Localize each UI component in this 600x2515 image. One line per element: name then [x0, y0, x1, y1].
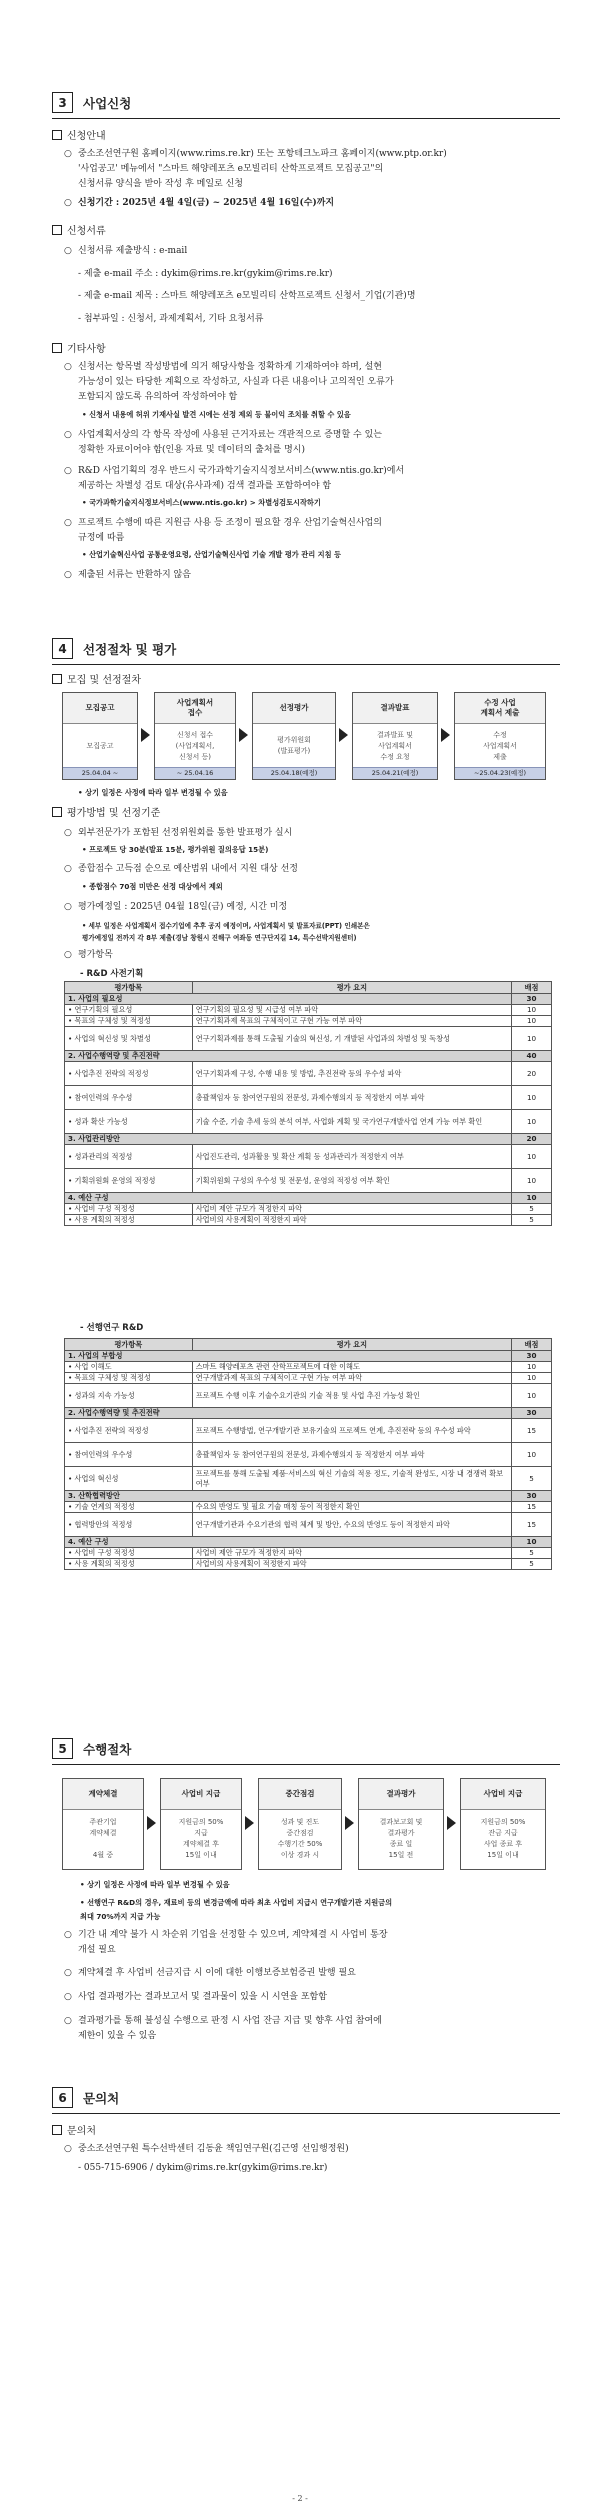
table-cell: • 성과관리의 적정성 [65, 1145, 193, 1169]
flow-step: 모집공고 모집공고 25.04.04 ~ [62, 692, 138, 780]
section-title: 선정절차 및 평가 [83, 641, 177, 657]
page-number: - 2 - [292, 2494, 308, 2503]
section-6-heading [52, 2087, 119, 2108]
table-cell: 10 [512, 1027, 552, 1051]
category-row: 3. 사업관리방안 [65, 1134, 512, 1145]
circle-bullet-icon: ○ [64, 1968, 72, 1978]
contact-phone-email: - 055-715-6906 / dykim@rims.re.kr(gykim@rims.re.kr) [78, 2163, 328, 2173]
paragraph: ○ 종합점수 고득점 순으로 예산범위 내에서 지원 대상 선정 [78, 862, 298, 877]
table-cell: • 사용 계획의 적정성 [65, 1215, 193, 1226]
table-cell: 5 [512, 1467, 552, 1491]
evaluation-date: ○ 평가예정일 : 2025년 04월 18일(금) 예정, 시간 미정 [78, 900, 287, 915]
circle-bullet-icon: ○ [64, 828, 72, 838]
note: • 프로젝트 당 30분(발표 15분, 평가위원 질의응답 15분) [82, 845, 269, 854]
circle-bullet-icon: ○ [64, 466, 72, 476]
section-4-heading [52, 638, 176, 659]
section-number: 4 [52, 638, 73, 659]
table-cell: 총괄책임자 등 참여연구원의 전문성, 과제수행의지 등 적정한지 여부 파악 [192, 1443, 511, 1467]
table-header: 배점 [512, 1339, 552, 1351]
note: • 상기 일정은 사정에 따라 일부 변경될 수 있음 [78, 788, 228, 797]
paragraph: ○ 외부전문가가 포함된 선정위원회를 통한 발표평가 실시 [78, 826, 292, 841]
table-cell: 연구기획과제 목표의 구체적이고 구현 가능 여부 파악 [192, 1016, 511, 1027]
section-divider [52, 118, 560, 119]
table-cell: 연구개발기관과 수요기관의 협력 체계 및 방안, 수요의 반영도 등이 적정한지 파악 [192, 1513, 511, 1537]
arrow-right-icon [339, 728, 348, 742]
category-score: 20 [512, 1134, 552, 1145]
paragraph: ○ 결과평가를 통해 불성실 수행으로 판정 시 사업 잔금 지급 및 향후 사업 참여에 제한이 있을 수 있음 [64, 2016, 382, 2041]
flow-step: 계약체결 주관기업 계약체결 4월 중 [62, 1778, 144, 1870]
flow-step: 결과평가 결과보고회 및 결과평가 종료 일 15일 전 [358, 1778, 444, 1870]
subsection-title: 기타사항 [52, 340, 106, 355]
table-cell: • 사업의 혁신성 [65, 1467, 193, 1491]
subsection-title: 평가방법 및 선정기준 [52, 804, 160, 819]
table-cell: • 사업의 혁신성 및 차별성 [65, 1027, 193, 1051]
note: 평가예정일 전까지 각 8부 제출(경남 창원시 진해구 여좌동 연구단지길 14, 특수선박지원센터) [82, 934, 357, 942]
note: • 상기 일정은 사정에 따라 일부 변경될 수 있음 [80, 1880, 230, 1889]
table-header: 배점 [512, 982, 552, 994]
table-cell: 15 [512, 1419, 552, 1443]
circle-bullet-icon: ○ [64, 198, 72, 208]
table-cell: 5 [512, 1204, 552, 1215]
contact-info: ○ 중소조선연구원 특수선박센터 김동윤 책임연구원(김근영 선임행정원) [78, 2142, 349, 2157]
checkbox-square-icon [52, 225, 62, 235]
paragraph: ○ R&D 사업기획의 경우 반드시 국가과학기술지식정보서비스(www.ntis.go.kr)에서 제공하는 차별성 검토 대상(유사과제) 검색 결과를 포함하여야 함 [64, 466, 405, 491]
circle-bullet-icon: ○ [64, 902, 72, 912]
circle-bullet-icon: ○ [64, 570, 72, 580]
section-number: 3 [52, 92, 73, 113]
paragraph: ○ 신청서류 제출방식 : e-mail [78, 244, 187, 259]
table-header: 평가항목 [65, 982, 193, 994]
evaluation-table-rd [64, 981, 552, 1226]
section-title: 수행절차 [83, 1741, 132, 1757]
email-subject: - 제출 e-mail 제목 : 스마트 해양레포츠 e모빌리티 산학프로젝트 신청서_기업(기관)명 [78, 291, 416, 301]
subsection-title: 신청서류 [52, 222, 106, 237]
table-cell: • 사업추진 전략의 적정성 [65, 1062, 193, 1086]
section-title: 문의처 [83, 2090, 120, 2106]
arrow-right-icon [147, 1816, 156, 1830]
section-divider [52, 2113, 560, 2114]
category-row: 1. 사업의 부합성 [65, 1351, 512, 1362]
table-cell: 사업비의 사용계획이 적정한지 파악 [192, 1559, 511, 1570]
table-cell: 10 [512, 1384, 552, 1408]
table-cell: 10 [512, 1016, 552, 1027]
circle-bullet-icon: ○ [64, 430, 72, 440]
table-cell: 프로젝트 수행 이후 기술수요기관의 기술 적용 및 사업 추진 가능성 확인 [192, 1384, 511, 1408]
table-label: - R&D 사전기획 [80, 969, 144, 979]
table-cell: 10 [512, 1443, 552, 1467]
paragraph: ○ 사업 결과평가는 결과보고서 및 결과물이 있을 시 시연을 포함함 [78, 1990, 327, 2005]
flow-step: 결과발표 결과발표 및 사업계획서 수정 요청 25.04.21(예정) [352, 692, 438, 780]
category-row: 4. 예산 구성 [65, 1537, 512, 1548]
circle-bullet-icon: ○ [64, 2016, 72, 2026]
table-cell: 10 [512, 1373, 552, 1384]
note: • 선행연구 R&D의 경우, 재료비 등의 변경금액에 따라 최초 사업비 지급시 연구개발기관 지원금의 [80, 1898, 393, 1907]
checkbox-square-icon [52, 2125, 62, 2135]
paragraph: ○ 사업계획서상의 각 항목 작성에 사용된 근거자료는 객관적으로 증명할 수 있는 정확한 자료이어야 함(인용 자료 및 데이터의 출처를 명시) [64, 430, 382, 455]
table-cell: 5 [512, 1559, 552, 1570]
paragraph: ○ 제출된 서류는 반환하지 않음 [78, 568, 191, 583]
category-score: 10 [512, 1537, 552, 1548]
arrow-right-icon [345, 1816, 354, 1830]
table-cell: 10 [512, 1145, 552, 1169]
table-cell: 10 [512, 1005, 552, 1016]
flow-step: 사업비 지급 지원금의 50% 잔금 지급 사업 종료 후 15일 이내 [460, 1778, 546, 1870]
table-cell: • 성과 확산 가능성 [65, 1110, 193, 1134]
paragraph: ○ 중소조선연구원 홈페이지(www.rims.re.kr) 또는 포항테크노파크 홈페이지(www.ptp.or.kr) '사업공고' 메뉴에서 "스마트 해양레포츠 e모빌리티 산학프로젝트 모집공고"의 신청서류 양식을 받아 작성 후 메일로 신청 [64, 149, 447, 189]
checkbox-square-icon [52, 130, 62, 140]
flow-step: 수정 사업 계획서 제출 수정 사업계획서 제출 ~25.04.23(예정) [454, 692, 546, 780]
checkbox-square-icon [52, 674, 62, 684]
table-cell: • 연구기획의 필요성 [65, 1005, 193, 1016]
table-cell: 10 [512, 1086, 552, 1110]
application-period: ○ 신청기간 : 2025년 4월 4일(금) ~ 2025년 4월 16일(수)까지 [78, 196, 334, 211]
checkbox-square-icon [52, 807, 62, 817]
section-divider [52, 1764, 560, 1765]
category-score: 30 [512, 1351, 552, 1362]
category-score: 30 [512, 1491, 552, 1502]
section-5-heading [52, 1738, 131, 1759]
paragraph: ○ 기간 내 계약 불가 시 차순위 기업을 선정할 수 있으며, 계약체결 시 사업비 통장 개설 필요 [64, 1930, 388, 1955]
table-cell: • 목표의 구체성 및 적정성 [65, 1373, 193, 1384]
circle-bullet-icon: ○ [64, 1930, 72, 1940]
table-cell: 수요의 반영도 및 필요 기술 매칭 등이 적정한지 확인 [192, 1502, 511, 1513]
table-cell: 사업비 제안 규모가 적정한지 파악 [192, 1548, 511, 1559]
section-divider [52, 664, 560, 665]
note: • 종합점수 70점 미만은 선정 대상에서 제외 [82, 882, 223, 891]
email-address: - 제출 e-mail 주소 : dykim@rims.re.kr(gykim@rims.re.kr) [78, 269, 333, 279]
note: • 신청서 내용에 허위 기재사실 발견 시에는 선정 제외 등 불이익 조치를 취할 수 있음 [82, 410, 351, 419]
paragraph: ○ 계약체결 후 사업비 선금지급 시 이에 대한 이행보증보험증권 발행 필요 [78, 1966, 356, 1981]
table-cell: 총괄책임자 등 참여연구원의 전문성, 과제수행의지 등 적정한지 여부 파악 [192, 1086, 511, 1110]
table-header: 평가항목 [65, 1339, 193, 1351]
arrow-right-icon [239, 728, 248, 742]
table-cell: • 목표의 구체성 및 적정성 [65, 1016, 193, 1027]
circle-bullet-icon: ○ [64, 518, 72, 528]
section-title: 사업신청 [83, 95, 132, 111]
attachments: - 첨부파일 : 신청서, 과제계획서, 기타 요청서류 [78, 314, 264, 324]
category-row: 3. 산학협력방안 [65, 1491, 512, 1502]
table-cell: • 사용 계획의 적정성 [65, 1559, 193, 1570]
table-cell: 20 [512, 1062, 552, 1086]
flow-step: 중간점검 성과 및 진도 중간점검 수행기간 50% 이상 경과 시 [258, 1778, 342, 1870]
subsection-title: 문의처 [52, 2122, 96, 2137]
table-cell: • 참여인력의 우수성 [65, 1086, 193, 1110]
section-3-heading [52, 92, 131, 113]
subsection-title: 모집 및 선정절차 [52, 671, 141, 686]
table-cell: 스마트 해양레포츠 관련 산학프로젝트에 대한 이해도 [192, 1362, 511, 1373]
arrow-right-icon [441, 728, 450, 742]
table-cell: • 성과의 지속 가능성 [65, 1384, 193, 1408]
table-cell: 사업진도관리, 성과활용 및 확산 계획 등 성과관리가 적정한지 여부 [192, 1145, 511, 1169]
paragraph: ○ 신청서는 항목별 작성방법에 의거 해당사항을 정확하게 기재하여야 하며, 설현 가능성이 있는 타당한 계획으로 작성하고, 사실과 다른 내용이나 고의적인 오류가 포함되지 않도록 유의하여 작성하여야 함 [64, 362, 394, 402]
table-cell: 15 [512, 1513, 552, 1537]
category-row: 2. 사업수행역량 및 추진전략 [65, 1408, 512, 1419]
table-cell: 기술 수준, 기술 추세 등의 분석 여부, 사업화 계획 및 국가연구개발사업 연계 가능 여부 확인 [192, 1110, 511, 1134]
table-label: - 선행연구 R&D [80, 1323, 144, 1333]
table-cell: 연구기획의 필요성 및 시급성 여부 파악 [192, 1005, 511, 1016]
table-cell: • 사업비 구성 적정성 [65, 1204, 193, 1215]
table-cell: • 기획위원회 운영의 적정성 [65, 1169, 193, 1193]
table-cell: • 참여인력의 우수성 [65, 1443, 193, 1467]
note: • 산업기술혁신사업 공통운영요령, 산업기술혁신사업 기술 개발 평가 관리 지침 등 [82, 550, 341, 559]
table-cell: 프로젝트를 통해 도출될 제품·서비스의 혁신 기술의 적용 정도, 기술적 완성도, 시장 내 경쟁력 확보 여부 [192, 1467, 511, 1491]
table-cell: 연구기획과제 구성, 수행 내용 및 방법, 추진전략 등의 우수성 파악 [192, 1062, 511, 1086]
category-score: 10 [512, 1193, 552, 1204]
evaluation-table-preceding [64, 1338, 552, 1570]
flow-step: 사업계획서 접수 신청서 접수 (사업계획서, 신청서 등) ~ 25.04.16 [154, 692, 236, 780]
table-cell: 연구개발과제 목표의 구체적이고 구현 가능 여부 파악 [192, 1373, 511, 1384]
table-header: 평가 요지 [192, 982, 511, 994]
note: • 세부 일정은 사업계획서 접수기업에 추후 공지 예정이며, 사업계획서 및 발표자료(PPT) 인쇄본은 [82, 922, 370, 930]
table-cell: 10 [512, 1362, 552, 1373]
note: • 국가과학기술지식정보서비스(www.ntis.go.kr) > 차별성검토시작하기 [82, 498, 321, 507]
table-cell: 10 [512, 1169, 552, 1193]
category-row: 4. 예산 구성 [65, 1193, 512, 1204]
flow-step: 사업비 지급 지원금의 50% 지급 계약체결 후 15일 이내 [160, 1778, 242, 1870]
category-row: 2. 사업수행역량 및 추진전략 [65, 1051, 512, 1062]
table-header: 평가 요지 [192, 1339, 511, 1351]
circle-bullet-icon: ○ [64, 246, 72, 256]
category-row: 1. 사업의 필요성 [65, 994, 512, 1005]
arrow-right-icon [141, 728, 150, 742]
category-score: 30 [512, 994, 552, 1005]
table-cell: 5 [512, 1215, 552, 1226]
table-cell: 10 [512, 1110, 552, 1134]
category-score: 30 [512, 1408, 552, 1419]
circle-bullet-icon: ○ [64, 864, 72, 874]
table-cell: • 협력방안의 적정성 [65, 1513, 193, 1537]
circle-bullet-icon: ○ [64, 362, 72, 372]
table-cell: • 기술 연계의 적정성 [65, 1502, 193, 1513]
table-cell: 15 [512, 1502, 552, 1513]
arrow-right-icon [245, 1816, 254, 1830]
circle-bullet-icon: ○ [64, 2144, 72, 2154]
table-cell: 사업비의 사용계획이 적정한지 파악 [192, 1215, 511, 1226]
table-cell: 사업비 제안 규모가 적정한지 파악 [192, 1204, 511, 1215]
category-score: 40 [512, 1051, 552, 1062]
paragraph: ○ 프로젝트 수행에 따른 지원금 사용 등 조정이 필요할 경우 산업기술혁신사업의 규정에 따름 [64, 518, 382, 543]
checkbox-square-icon [52, 343, 62, 353]
table-cell: • 사업 이해도 [65, 1362, 193, 1373]
arrow-right-icon [447, 1816, 456, 1830]
table-cell: 5 [512, 1548, 552, 1559]
table-cell: • 사업비 구성 적정성 [65, 1548, 193, 1559]
section-number: 6 [52, 2087, 73, 2108]
flow-step: 선정평가 평가위원회 (발표평가) 25.04.18(예정) [252, 692, 336, 780]
section-number: 5 [52, 1738, 73, 1759]
table-cell: 프로젝트 수행방법, 연구개발기관 보유기술의 프로젝트 연계, 추진전략 등의 우수성 파악 [192, 1419, 511, 1443]
table-cell: 연구기획과제를 통해 도출될 기술의 혁신성, 기 개발된 사업과의 차별성 및 독창성 [192, 1027, 511, 1051]
circle-bullet-icon: ○ [64, 149, 72, 159]
table-cell: 기획위원회 구성의 우수성 및 전문성, 운영의 적정성 여부 확인 [192, 1169, 511, 1193]
subsection-title: 신청안내 [52, 127, 106, 142]
paragraph: ○ 평가항목 [78, 948, 113, 963]
circle-bullet-icon: ○ [64, 1992, 72, 2002]
circle-bullet-icon: ○ [64, 950, 72, 960]
note: 최대 70%까지 지급 가능 [80, 1912, 161, 1921]
table-cell: • 사업추진 전략의 적정성 [65, 1419, 193, 1443]
